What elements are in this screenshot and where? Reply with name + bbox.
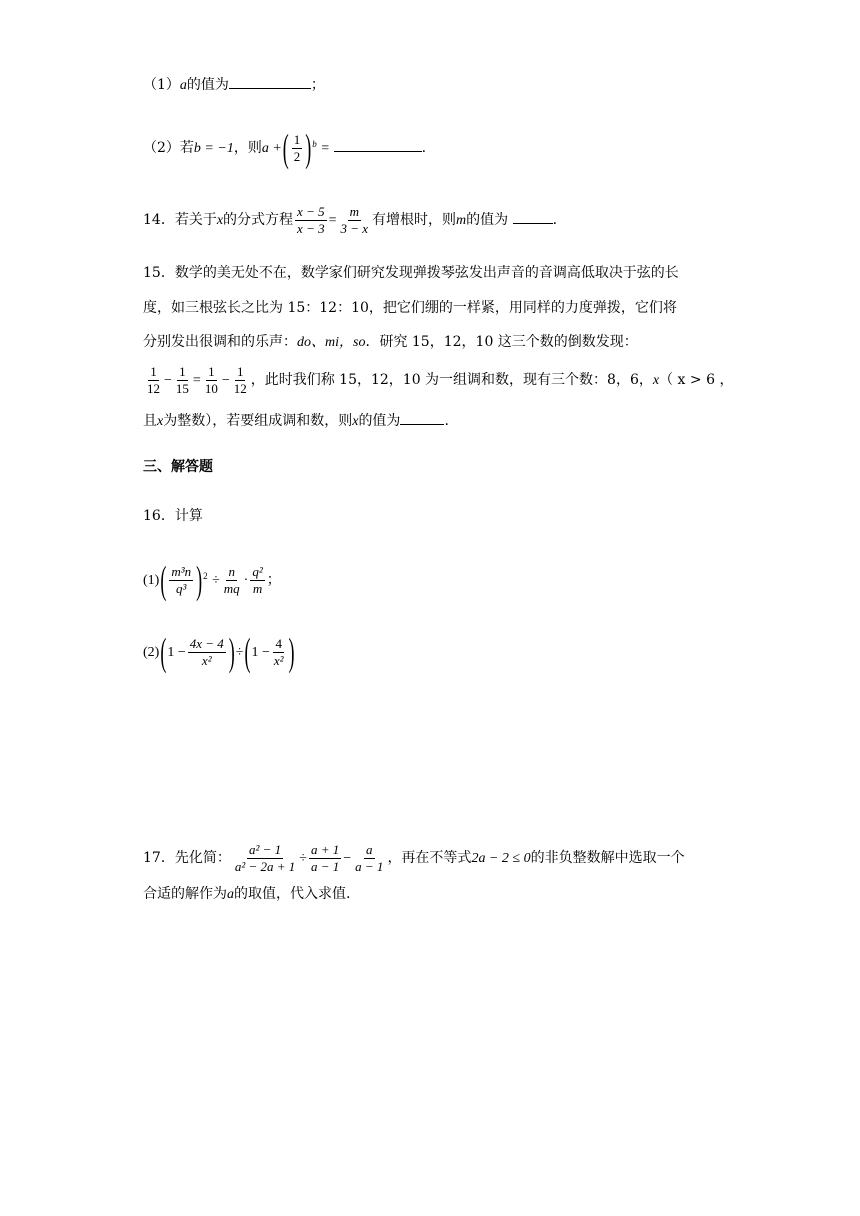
q13-exponent: b (312, 139, 317, 149)
q13-equals: = (321, 141, 330, 156)
q15-line4: $\frac{1}{12}$ − $\frac{1}{15}$ = $\frac{1}{10}$ − $\frac{1}{12}$ ，此时我们称 15，12，10 为一组调和数，现有三个数：8，6，x（ x > 6 ， (147, 363, 734, 396)
q13-var-a: a (179, 78, 187, 93)
q13-part1 (143, 74, 325, 96)
q15-frac-2: $\frac{1}{15}$ (175, 363, 189, 396)
section-title: 三、解答题 (143, 459, 213, 475)
q13-part1-end: ； (310, 77, 325, 93)
q17-line2: 合适的解作为a的取值，代入求值. (143, 886, 351, 902)
q15-line5: 且x为整数），若要组成调和数，则x的值为 . (143, 410, 449, 432)
q16-p2-frac2: $\frac{4}{\text{x²}}$ (273, 635, 284, 668)
q15-frac-3: $\frac{1}{10}$ (204, 363, 218, 396)
q16-p1-frac1: $\frac{\text{m³n}}{\text{q³}}$ (171, 563, 192, 596)
q16-p2-frac1: $\frac{4x - 4}{\text{x²}}$ (189, 635, 224, 668)
q14-var-x: x (216, 213, 224, 228)
q13-part2-end: . (421, 140, 427, 156)
q15-line2: 度，如三根弦长之比为 15：12：10，把它们绷的一样紧，用同样的力度弹拨，它们将 (143, 300, 677, 316)
q17-frac2: $\frac{a + 1}{a - 1}$ (310, 841, 340, 874)
q17-frac1: $\frac{\text{a² − 1}}{\text{a² − 2a + 1}}$ (234, 841, 296, 874)
q14-text2: 有增根时，则 (372, 212, 457, 228)
q14-text3: 的值为 (466, 212, 509, 228)
q17-line1: 17．先化简： $\frac{\text{a² − 1}}{\text{a² − 2a + 1}}$ ÷ $\frac{a + 1}{a - 1}$ − $\frac{a}{a - 1}$ ，再在不等式2a − 2 ≤ 0的非负整数解中选取一个 (143, 841, 685, 874)
q16-part1: (1)( $\frac{\text{m³n}}{\text{q³}}$ )$^2$ ÷ $\frac{n}{mq}$ · $\frac{\text{q²}}{m}$ ； (143, 558, 281, 602)
q14 (143, 200, 557, 241)
q15-notes: do、mi，so (297, 335, 366, 350)
q15-frac-4: $\frac{1}{12}$ (233, 363, 247, 396)
q17-inequality: 2a − 2 ≤ 0 (471, 851, 531, 866)
answer-blank[interactable] (334, 137, 422, 152)
q14-label: 14．若关于 (143, 212, 217, 228)
q16-part2: (2)(1 − $\frac{4x - 4}{\text{x²}}$ )÷(1 − $\frac{4}{\text{x²}}$ ) (143, 630, 295, 674)
q13-fraction: $\frac{1}{2}$ (293, 131, 301, 164)
q15-line3: 分别发出很调和的乐声：do、mi，so．研究 15，12，10 这三个数的倒数发现： (143, 334, 638, 350)
q13-condition: b = −1 (193, 141, 234, 156)
answer-blank[interactable] (229, 74, 311, 89)
q14-equals: = (328, 213, 337, 228)
q14-lhs-fraction: $\frac{x - 5}{x - 3}$ (297, 203, 325, 236)
answer-blank[interactable] (400, 410, 444, 425)
q14-end: . (552, 212, 558, 228)
q13-part2-then: ，则 (233, 140, 262, 156)
answer-blank[interactable] (513, 209, 553, 224)
q14-rhs-fraction: $\frac{m}{3 - x}$ (340, 203, 369, 236)
q13-part2-prefix: （2）若 (143, 140, 194, 156)
q13-part2: （2）若b = −1，则a +( $\frac{1}{2}$ )$^b$ = . (143, 126, 427, 170)
q13-part1-prefix: （1） (143, 77, 180, 93)
q16-p1-frac3: $\frac{\text{q²}}{m}$ (252, 563, 263, 596)
q17-frac3: $\frac{a}{a - 1}$ (355, 841, 384, 874)
q15-line1: 15．数学的美无处不在，数学家们研究发现弹拨琴弦发出声音的音调高低取决于弦的长 (143, 265, 679, 281)
q16-p1-frac2: $\frac{n}{mq}$ (223, 563, 240, 596)
q15-frac-1: $\frac{1}{12}$ (147, 363, 160, 396)
q13-part1-text: 的值为 (186, 77, 229, 93)
q14-text1: 的分式方程 (223, 212, 294, 228)
q16-title: 16．计算 (143, 508, 203, 524)
q13-expr-a: a + (261, 141, 282, 156)
q14-var-m: m (456, 213, 467, 228)
